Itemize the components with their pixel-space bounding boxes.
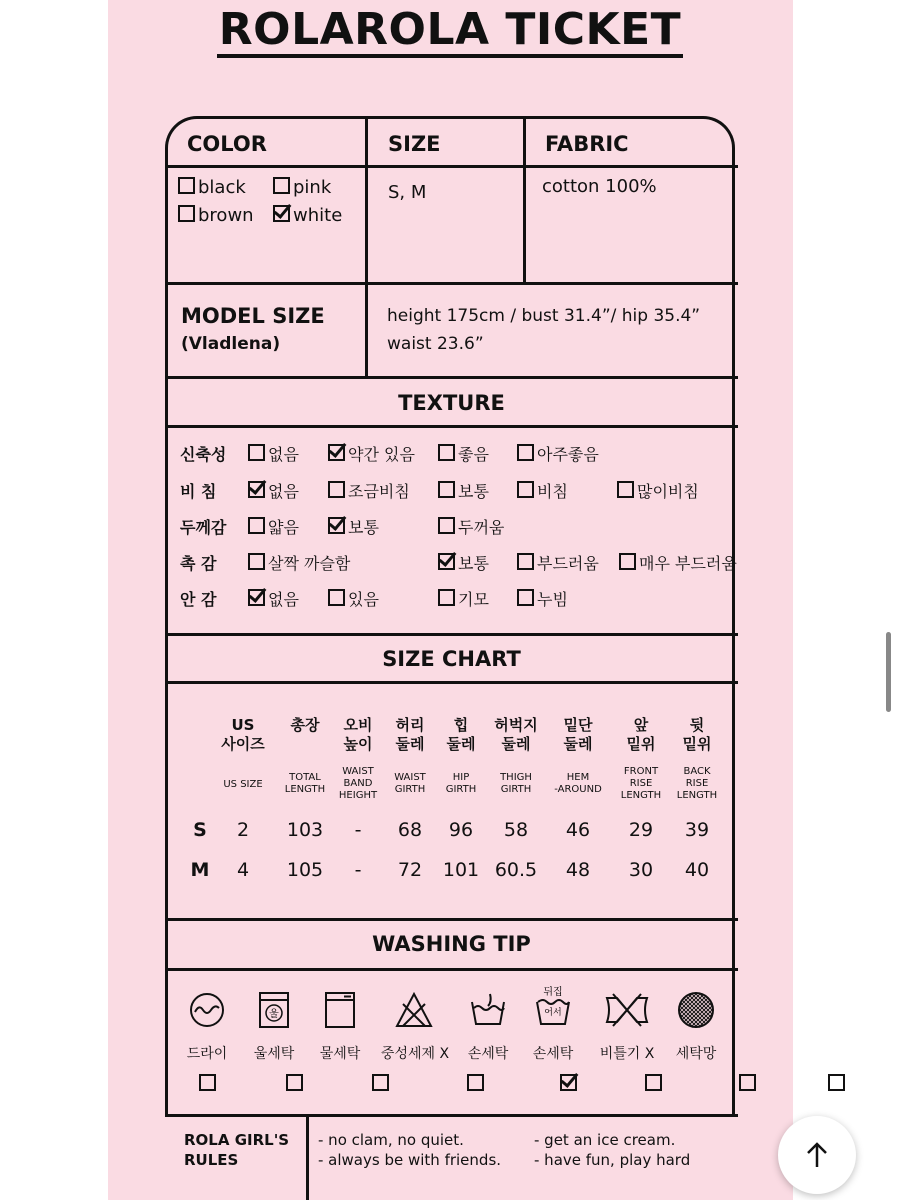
- water-wash-icon: [320, 990, 360, 1030]
- size-chart-cell: 72: [397, 859, 423, 881]
- texture-option[interactable]: [328, 479, 410, 502]
- divider: [165, 918, 738, 921]
- texture-option-label: 기모: [458, 590, 489, 609]
- laundry-net-icon: [676, 990, 716, 1030]
- column-header-ko: 사이즈: [221, 735, 265, 753]
- texture-option-label: 많이비침: [637, 482, 699, 501]
- checkbox-icon: [517, 553, 534, 570]
- size-chart-column-header-en: [667, 766, 727, 802]
- rules-title-1: ROLA GIRL'S: [184, 1131, 290, 1149]
- size-value: S, M: [388, 182, 427, 203]
- size-chart-column-header: [328, 716, 388, 754]
- texture-option-label: 얇음: [268, 518, 299, 537]
- rule-item: - no clam, no quiet.: [318, 1131, 464, 1149]
- dry-clean-icon: [187, 990, 227, 1030]
- no-wring-icon: [603, 990, 651, 1030]
- size-chart-cell: -: [354, 819, 362, 841]
- checkbox-icon[interactable]: [467, 1074, 484, 1091]
- size-chart-cell: 40: [684, 859, 710, 881]
- size-chart-cell: 39: [684, 819, 710, 841]
- texture-option[interactable]: [517, 587, 568, 610]
- column-header-ko: 둘레: [501, 735, 531, 753]
- column-header-ko: 앞: [633, 716, 649, 734]
- checkbox-checked-icon: [438, 553, 455, 570]
- checkbox-icon: [178, 205, 195, 222]
- texture-option-label: 없음: [268, 445, 299, 464]
- texture-option-label: 좋음: [458, 445, 489, 464]
- texture-option-label: 보통: [348, 518, 379, 537]
- texture-option-label: 부드러움: [537, 554, 599, 573]
- texture-option-label: 두꺼움: [458, 518, 505, 537]
- column-header-ko: 밑위: [626, 735, 656, 753]
- column-header-en-line: THIGH: [500, 772, 532, 783]
- flip-icon-text-2: 어서: [544, 1008, 562, 1018]
- model-size-header: MODEL SIZE: [181, 304, 325, 328]
- size-chart-column-header-en: [611, 766, 671, 802]
- column-header-en-line: -AROUND: [554, 784, 602, 795]
- column-header-ko: 뒷: [689, 716, 705, 734]
- checkbox-icon: [248, 444, 265, 461]
- column-header-en-line: WAIST: [394, 772, 426, 783]
- checkbox-checked-icon: [273, 205, 290, 222]
- column-header-en-line: LENGTH: [620, 790, 662, 801]
- texture-row-label: 두께감: [180, 518, 227, 537]
- texture-option-label: 조금비침: [348, 482, 410, 501]
- texture-row-label: 비 침: [180, 482, 217, 501]
- checkbox-icon[interactable]: [739, 1074, 756, 1091]
- texture-row-label: 신축성: [180, 445, 227, 464]
- divider: [165, 1114, 738, 1117]
- checkbox-icon[interactable]: [372, 1074, 389, 1091]
- texture-row-label: 안 감: [180, 590, 217, 609]
- checkbox-icon[interactable]: [286, 1074, 303, 1091]
- scrollbar-thumb[interactable]: [886, 632, 891, 712]
- checkbox-icon: [517, 481, 534, 498]
- divider: [306, 1114, 309, 1200]
- neutral-detergent-icon: [394, 990, 434, 1030]
- column-header-ko: 총장: [290, 716, 320, 734]
- column-header-en-line: BACK: [683, 766, 711, 777]
- washing-tip-label: 세탁망: [675, 1046, 717, 1062]
- column-header-en-line: RISE: [629, 778, 653, 789]
- checkbox-icon: [328, 481, 345, 498]
- texture-option[interactable]: [438, 442, 489, 465]
- checkbox-icon: [178, 177, 195, 194]
- model-name: (Vladlena): [181, 334, 281, 354]
- hand-wash-flip-icon: [533, 984, 573, 1030]
- divider: [165, 968, 738, 971]
- divider: [165, 425, 738, 428]
- texture-header: TEXTURE: [398, 391, 505, 415]
- size-chart-column-header-en: [548, 772, 608, 796]
- texture-option-label: 아주좋음: [537, 445, 599, 464]
- ticket-card: [165, 116, 735, 1116]
- size-chart-cell: 96: [448, 819, 474, 841]
- checkbox-icon: [438, 589, 455, 606]
- color-option-white[interactable]: white: [273, 205, 342, 226]
- checkbox-icon: [438, 517, 455, 534]
- checkbox-icon: [438, 481, 455, 498]
- column-header-ko: 밑단: [563, 716, 593, 734]
- washing-tip-label: 손세탁: [467, 1046, 509, 1062]
- texture-option[interactable]: [438, 551, 489, 574]
- texture-row-label: 촉 감: [180, 554, 217, 573]
- washing-tip-label: 중성세제 X: [380, 1046, 450, 1062]
- flip-icon-text-1: 뒤집: [543, 987, 563, 998]
- fabric-header: FABRIC: [545, 132, 629, 156]
- size-chart-cell: 58: [503, 819, 529, 841]
- rule-item: - always be with friends.: [318, 1151, 502, 1169]
- size-chart-row-size: M: [190, 859, 210, 881]
- column-header-ko: 둘레: [563, 735, 593, 753]
- wool-wash-icon: [254, 990, 294, 1030]
- washing-tip-label: 비틀기 X: [599, 1046, 655, 1062]
- divider: [523, 116, 526, 282]
- size-chart-cell: 29: [628, 819, 654, 841]
- column-header-ko: 둘레: [395, 735, 425, 753]
- size-chart-column-header: [486, 716, 546, 754]
- texture-option[interactable]: [248, 442, 299, 465]
- texture-option[interactable]: [619, 551, 737, 574]
- texture-option[interactable]: [248, 551, 350, 574]
- washing-tip-label: 드라이: [186, 1046, 228, 1062]
- fabric-value: cotton 100%: [542, 176, 657, 197]
- texture-option[interactable]: [438, 587, 489, 610]
- texture-option[interactable]: [438, 515, 504, 538]
- divider: [165, 376, 738, 379]
- column-header-ko: 오비: [343, 716, 373, 734]
- texture-option-label: 보통: [458, 482, 489, 501]
- checkbox-icon: [517, 589, 534, 606]
- column-header-en-line: RISE: [685, 778, 709, 789]
- texture-option-label: 보통: [458, 554, 489, 573]
- washing-tip-header: WASHING TIP: [372, 932, 531, 956]
- column-header-en-line: GIRTH: [394, 784, 426, 795]
- divider: [165, 282, 738, 285]
- model-measure-1: height 175cm / bust 31.4”/ hip 35.4”: [387, 306, 701, 326]
- texture-option-label: 없음: [268, 482, 299, 501]
- size-chart-cell: 68: [397, 819, 423, 841]
- size-chart-header: SIZE CHART: [382, 647, 521, 671]
- texture-option[interactable]: [438, 479, 489, 502]
- column-header-en-line: GIRTH: [500, 784, 532, 795]
- texture-option[interactable]: [248, 587, 299, 610]
- column-header-ko: 힙: [453, 716, 469, 734]
- size-chart-column-header-en: [431, 772, 491, 796]
- size-chart-column-header-en: [275, 772, 335, 796]
- checkbox-icon: [273, 177, 290, 194]
- rules-title-2: RULES: [184, 1151, 239, 1169]
- size-chart-cell: 30: [628, 859, 654, 881]
- texture-option[interactable]: [328, 442, 415, 465]
- checkbox-checked-icon: [248, 589, 265, 606]
- size-header: SIZE: [388, 132, 441, 156]
- size-chart-column-header: [611, 716, 671, 754]
- size-chart-cell: 46: [565, 819, 591, 841]
- checkbox-icon: [619, 553, 636, 570]
- model-measure-2: waist 23.6”: [387, 334, 484, 354]
- texture-option-label: 누빔: [537, 590, 568, 609]
- size-chart-row-size: S: [193, 819, 207, 841]
- texture-option[interactable]: [517, 551, 599, 574]
- texture-option[interactable]: [328, 587, 379, 610]
- column-header-ko: 둘레: [446, 735, 476, 753]
- rule-item: - have fun, play hard: [534, 1151, 691, 1169]
- column-header-en-line: WAIST: [342, 766, 374, 777]
- size-chart-column-header-en: [486, 772, 546, 796]
- size-chart-column-header: [275, 716, 335, 735]
- texture-option-label: 비침: [537, 482, 568, 501]
- checkbox-icon[interactable]: [645, 1074, 662, 1091]
- checkbox-icon: [517, 444, 534, 461]
- size-chart-column-header: [213, 716, 273, 754]
- texture-option[interactable]: [248, 479, 299, 502]
- texture-option-label: 살짝 까슬함: [268, 554, 351, 573]
- column-header-en-line: HIP: [452, 772, 470, 783]
- column-header-ko: US: [231, 716, 255, 734]
- size-chart-cell: 60.5: [494, 859, 538, 881]
- arrow-up-icon: [802, 1140, 832, 1170]
- size-chart-cell: 105: [286, 859, 324, 881]
- column-header-en-line: LENGTH: [676, 790, 718, 801]
- size-chart-column-header: [431, 716, 491, 754]
- hand-wash-icon: [468, 990, 508, 1030]
- wool-icon-text: 울: [269, 1009, 279, 1020]
- checkbox-icon: [617, 481, 634, 498]
- checkbox-icon[interactable]: [828, 1074, 845, 1091]
- checkbox-icon: [328, 589, 345, 606]
- divider: [165, 633, 738, 636]
- checkbox-checked-icon: [328, 517, 345, 534]
- checkbox-icon[interactable]: [199, 1074, 216, 1091]
- column-header-ko: 허리: [395, 716, 425, 734]
- color-option-brown[interactable]: brown: [178, 205, 254, 226]
- scroll-to-top-button[interactable]: [778, 1116, 856, 1194]
- texture-option-label: 있음: [348, 590, 379, 609]
- column-header-ko: 허벅지: [494, 716, 538, 734]
- column-header-ko: 밑위: [682, 735, 712, 753]
- texture-option[interactable]: [517, 442, 599, 465]
- column-header-en-line: US SIZE: [223, 779, 263, 790]
- checkbox-icon: [248, 553, 265, 570]
- size-chart-column-header: [548, 716, 608, 754]
- texture-option[interactable]: [517, 479, 568, 502]
- checkbox-checked-icon: [248, 481, 265, 498]
- checkbox-icon: [248, 517, 265, 534]
- divider: [165, 165, 738, 168]
- texture-option[interactable]: [248, 515, 299, 538]
- texture-option-label: 약간 있음: [348, 445, 415, 464]
- size-chart-column-header: [667, 716, 727, 754]
- column-header-en-line: FRONT: [623, 766, 659, 777]
- column-header-en-line: LENGTH: [284, 784, 326, 795]
- color-header: COLOR: [187, 132, 267, 156]
- color-option-pink[interactable]: pink: [273, 177, 331, 198]
- color-option-black[interactable]: black: [178, 177, 246, 198]
- texture-option-label: 없음: [268, 590, 299, 609]
- divider: [365, 116, 368, 376]
- checkbox-checked-icon: [328, 444, 345, 461]
- size-chart-cell: 101: [442, 859, 480, 881]
- washing-tip-label: 물세탁: [319, 1046, 361, 1062]
- size-chart-cell: 4: [236, 859, 250, 881]
- column-header-ko: 높이: [343, 735, 373, 753]
- column-header-en-line: HEM: [566, 772, 590, 783]
- column-header-en-line: HEIGHT: [338, 790, 378, 801]
- size-chart-column-header-en: [328, 766, 388, 802]
- washing-tip-label: 손세탁: [532, 1046, 574, 1062]
- size-chart-cell: 48: [565, 859, 591, 881]
- size-chart-column-header-en: [213, 779, 273, 791]
- rule-item: - get an ice cream.: [534, 1131, 676, 1149]
- column-header-en-line: BAND: [343, 778, 373, 789]
- texture-option-label: 매우 부드러움: [639, 554, 737, 573]
- texture-option[interactable]: [328, 515, 379, 538]
- size-chart-cell: -: [354, 859, 362, 881]
- checkbox-checked-icon[interactable]: [560, 1074, 577, 1091]
- page-title: ROLAROLA TICKET: [0, 4, 900, 58]
- divider: [165, 681, 738, 684]
- size-chart-cell: 2: [236, 819, 250, 841]
- column-header-en-line: TOTAL: [289, 772, 321, 783]
- washing-tip-label: 울세탁: [253, 1046, 295, 1062]
- column-header-en-line: GIRTH: [445, 784, 477, 795]
- size-chart-cell: 103: [286, 819, 324, 841]
- texture-option[interactable]: [617, 479, 699, 502]
- checkbox-icon: [438, 444, 455, 461]
